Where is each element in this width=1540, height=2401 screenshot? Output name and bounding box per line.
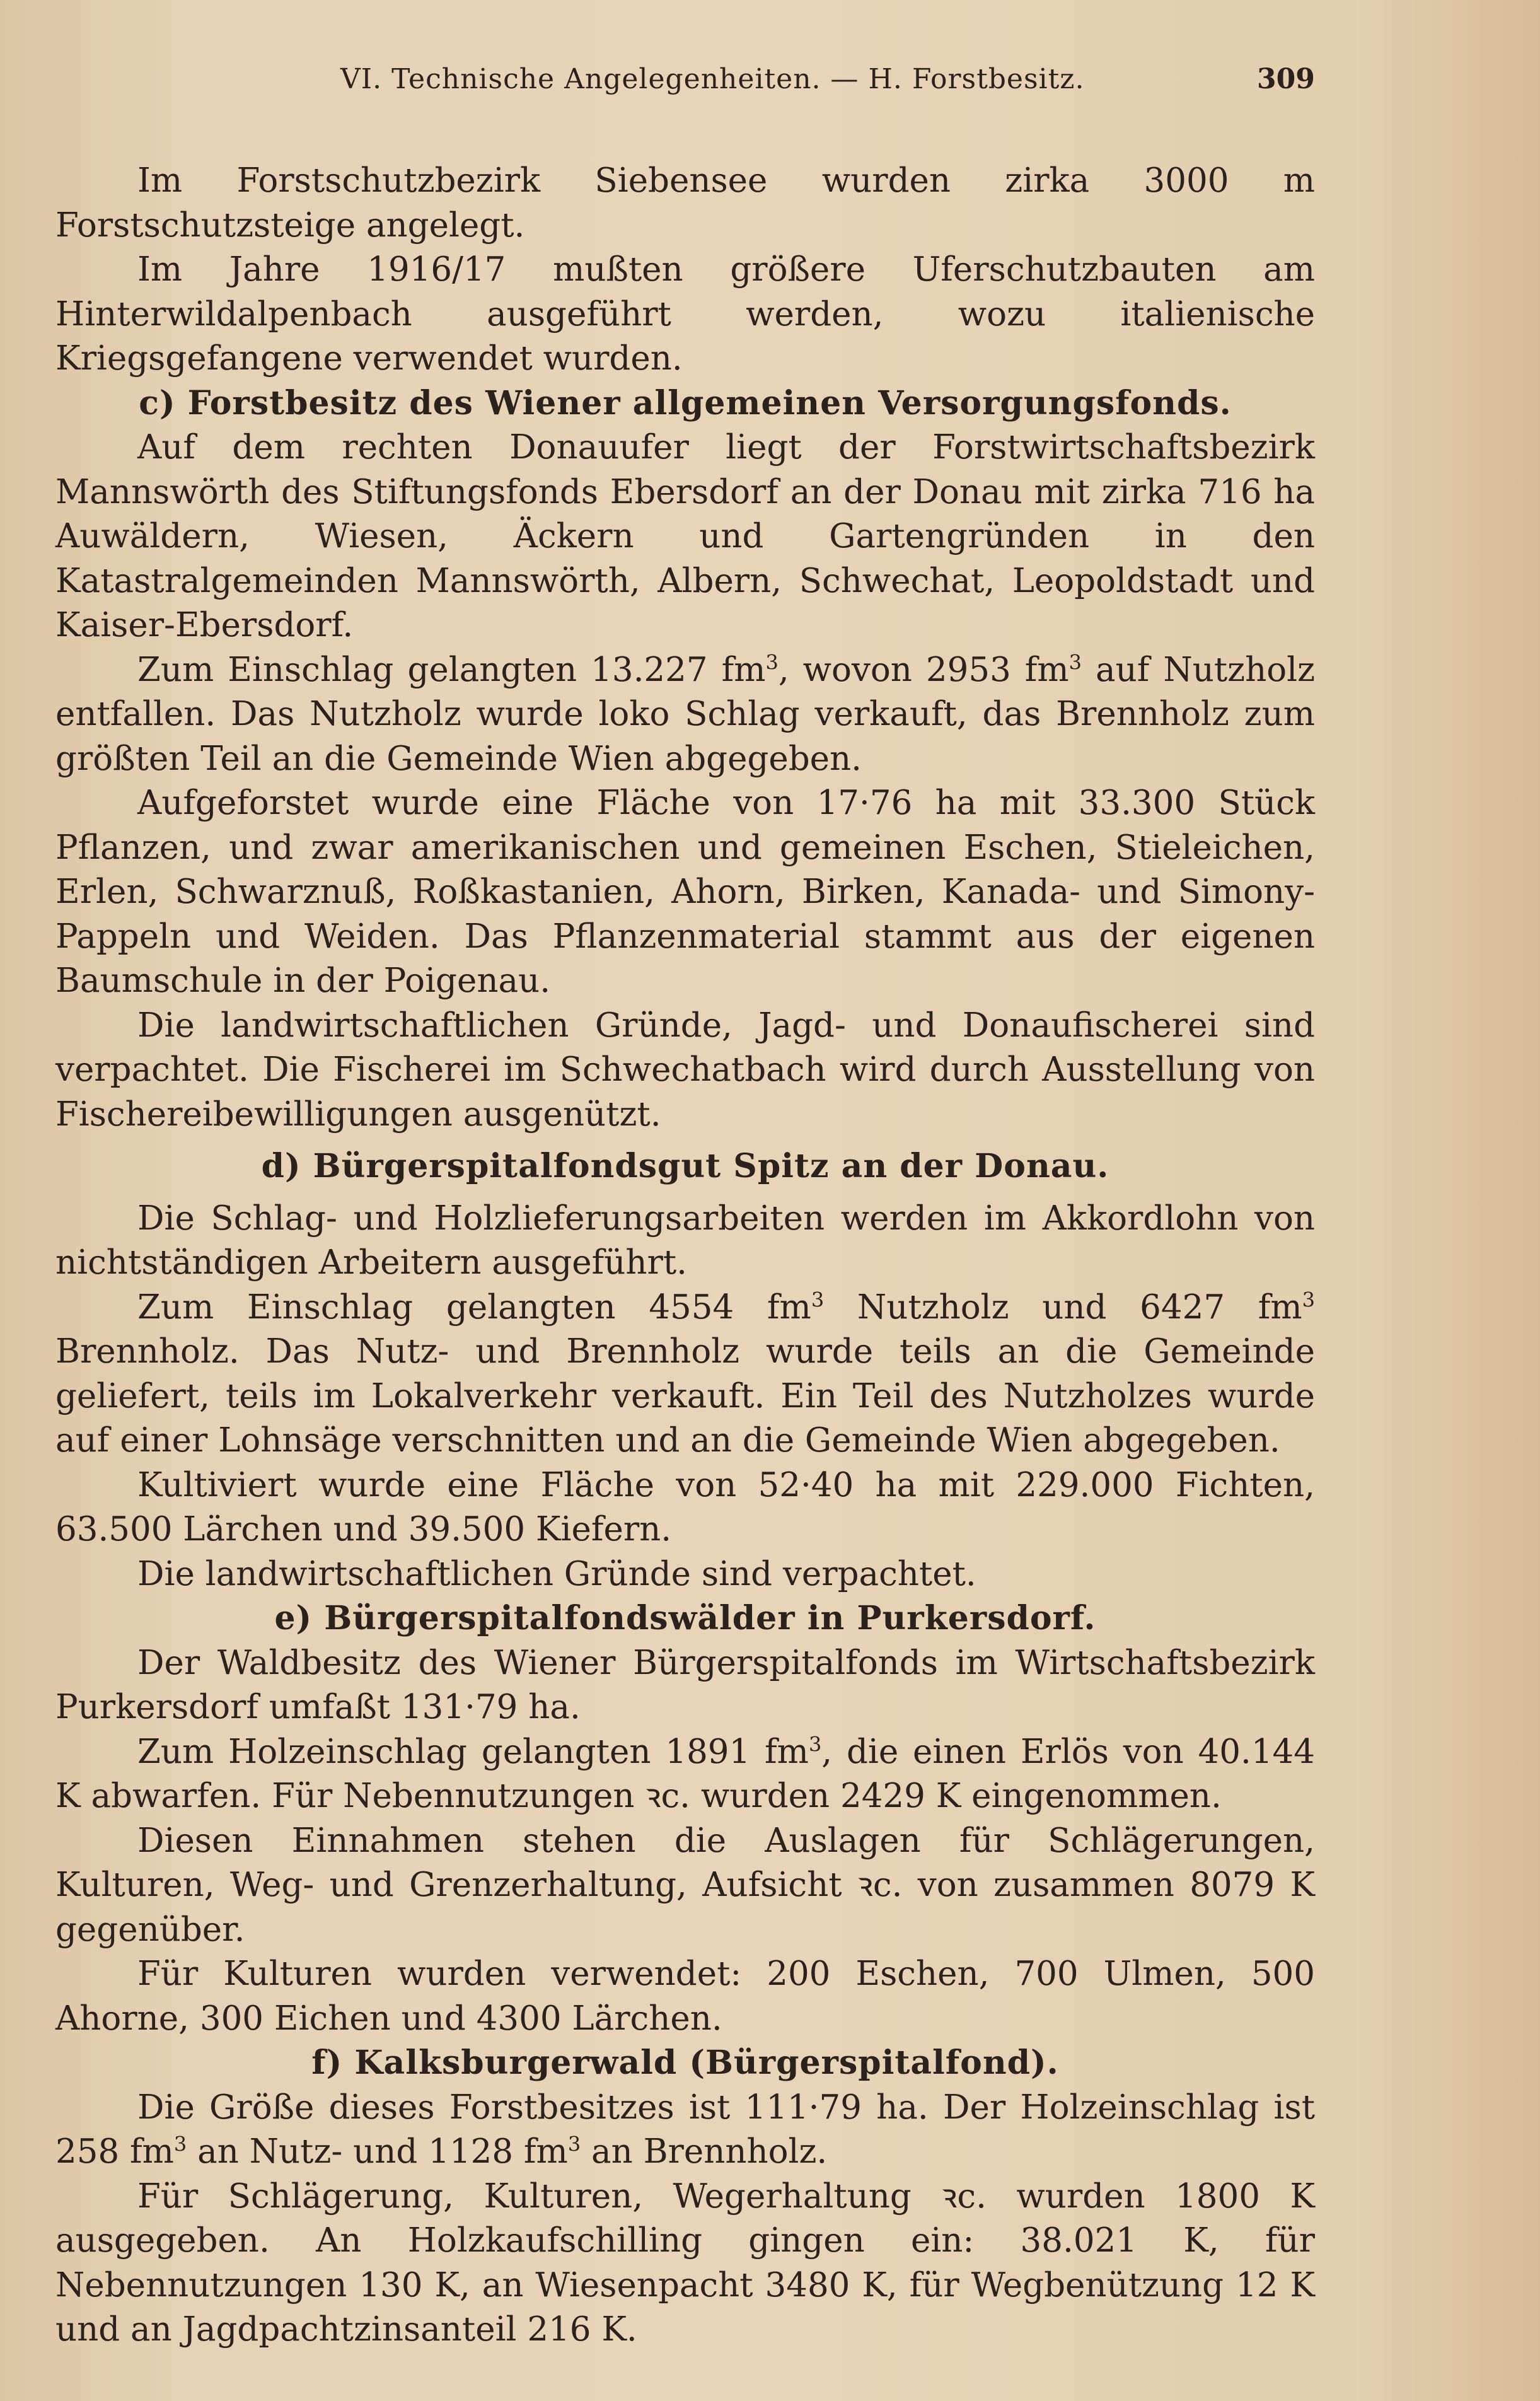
paragraph-e-3: Diesen Einnahmen stehen die Auslagen für Schlägerungen, Kulturen, Weg- und Grenzerhaltung, Aufsicht ꝛc. von zusammen 8079 K gegenüber. <box>55 1821 1315 1949</box>
paragraph-intro-1: Im Forstschutzbezirk Siebensee wurden zirka 3000 m Forstschutzsteige angelegt. <box>55 161 1315 245</box>
paragraph-d-1: Die Schlag- und Holzlieferungsarbeiten werden im Akkordlohn von nichtständigen Arbeitern ausgeführt. <box>55 1199 1315 1282</box>
page-number: 309 <box>1257 63 1315 95</box>
paragraph-c-2: Zum Einschlag gelangten 13.227 $fm^3$, wovon 2953 $fm^3$ auf Nutzholz entfallen. Das Nutzholz wurde loko Schlag verkauft, das Brennholz zum größten Teil an die Gemeinde Wien abgegeben. <box>55 649 1315 778</box>
paragraph-f-2: Für Schlägerung, Kulturen, Wegerhaltung ꝛc. wurden 1800 K ausgegeben. An Holzkaufschilling gingen ein: 38.021 K, für Nebennutzungen 130 K, an Wiesenpacht 3480 K, für Wegbenützung 12 K und an Jagdpachtzinsanteil 216 K. <box>55 2177 1315 2349</box>
section-heading-c: c) Forstbesitz des Wiener allgemeinen Versorgungsfonds. <box>139 383 1232 422</box>
section-heading-d: d) Bürgerspitalfondsgut Spitz an der Donau. <box>261 1147 1109 1185</box>
paragraph-c-3: Aufgeforstet wurde eine Fläche von 17·76 ha mit 33.300 Stück Pflanzen, und zwar amerikanischen und gemeinen Eschen, Stieleichen, Erlen, Schwarznuß, Roßkastanien, Ahorn, Birken, Kanada- und Simony-Pappeln und Weiden. Das Pflanzenmaterial stammt aus der eigenen Baumschule in der Poigenau. <box>55 784 1315 1000</box>
paragraph-c-1: Auf dem rechten Donauufer liegt der Forstwirtschaftsbezirk Mannswörth des Stiftungsfonds Ebersdorf an der Donau mit zirka 716 ha Auwäldern, Wiesen, Äckern und Gartengründen in den Katastralgemeinden Mannswörth, Albern, Schwechat, Leopoldstadt und Kaiser-Ebersdorf. <box>55 428 1315 644</box>
section-heading-f: f) Kalksburgerwald (Bürgerspitalfond). <box>311 2043 1059 2082</box>
paragraph-d-4: Die landwirtschaftlichen Gründe sind verpachtet. <box>137 1554 976 1593</box>
paragraph-e-4: Für Kulturen wurden verwendet: 200 Eschen, 700 Ulmen, 500 Ahorne, 300 Eichen und 4300 Lärchen. <box>55 1955 1315 2038</box>
paragraph-intro-2: Im Jahre 1916/17 mußten größere Uferschutzbauten am Hinterwildalpenbach ausgeführt werden, wozu italienische Kriegsgefangene verwendet wurden. <box>55 250 1315 378</box>
running-head: VI. Technische Angelegenheiten. — H. Forstbesitz. <box>340 63 1085 95</box>
paragraph-e-2: Zum Holzeinschlag gelangten 1891 $fm^3$, die einen Erlös von 40.144 K abwarfen. Für Nebennutzungen ꝛc. wurden 2429 K eingenommen. <box>55 1731 1315 1815</box>
page-body <box>55 159 1315 2352</box>
section-heading-e: e) Bürgerspitalfondswälder in Purkersdorf. <box>274 1599 1096 1637</box>
paragraph-e-1: Der Waldbesitz des Wiener Bürgerspitalfonds im Wirtschaftsbezirk Purkersdorf umfaßt 131·79 ha. <box>55 1643 1315 1726</box>
paragraph-d-3: Kultiviert wurde eine Fläche von 52·40 ha mit 229.000 Fichten, 63.500 Lärchen und 39.500 Kiefern. <box>55 1465 1315 1549</box>
paragraph-c-4: Die landwirtschaftlichen Gründe, Jagd- und Donaufischerei sind verpachtet. Die Fischerei im Schwechatbach wird durch Ausstellung von Fischereibewilligungen ausgenützt. <box>55 1006 1315 1134</box>
paragraph-f-1: Die Größe dieses Forstbesitzes ist 111·79 ha. Der Holzeinschlag ist 258 $fm^3$ an Nutz- und 1128 $fm^3$ an Brennholz. <box>55 2088 1315 2171</box>
paragraph-d-2: Zum Einschlag gelangten 4554 $fm^3$ Nutzholz und 6427 $fm^3$ Brennholz. Das Nutz- und Brennholz wurde teils an die Gemeinde geliefert, teils im Lokalverkehr verkauft. Ein Teil des Nutzholzes wurde auf einer Lohnsäge verschnitten und an die Gemeinde Wien abgegeben. <box>55 1287 1315 1460</box>
